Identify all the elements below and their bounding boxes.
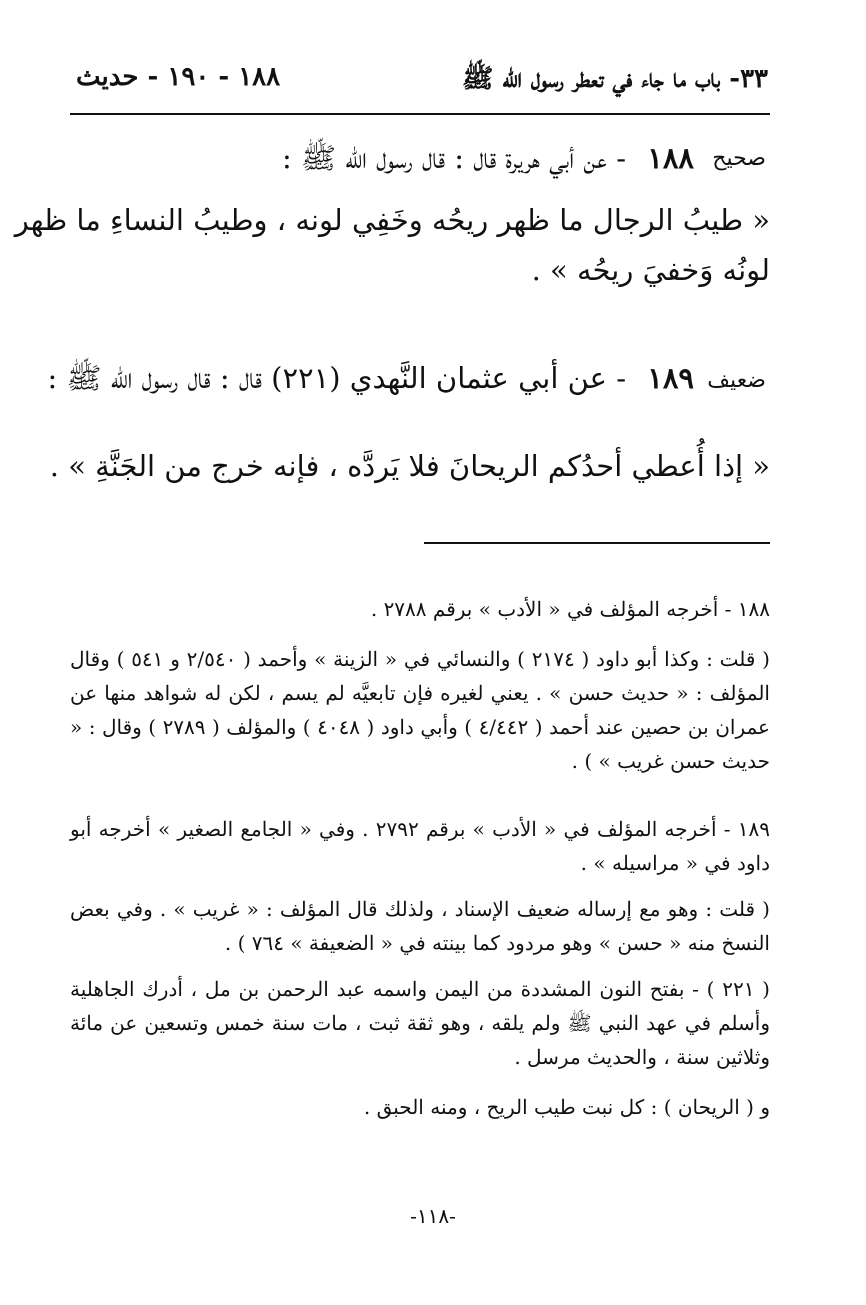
footnote-188: ١٨٨ - أخرجه المؤلف في « الأدب » برقم ٢٧٨٨ .: [370, 597, 770, 621]
hadith-grade: صحيح: [712, 146, 766, 171]
footnote-189-comment: ( قلت : وهو مع إرساله ضعيف الإسناد ، ولذلك قال المؤلف : « غريب » . وفي بعض النسخ منه « حسن » وهو مردود كما بينته في « الضعيفة » ٧٦٤ ) .: [70, 897, 770, 955]
hadith-grade: ضعيف: [707, 368, 766, 393]
footnote-189: ١٨٩ - أخرجه المؤلف في « الأدب » برقم ٢٧٩٢ . وفي « الجامع الصغير » أخرجه أبو داود في « مراسيله » .: [70, 817, 770, 875]
hadith-intro: - عن أبي عثمان النَّهدي (٢٢١) قال : قال رسول الله ﷺ :: [47, 361, 626, 395]
footnote-rayhan: و ( الريحان ) : كل نبت طيب الريح ، ومنه الحبق .: [363, 1095, 770, 1119]
hadith-text-line: « إذا أُعطي أحدُكم الريحانَ فلا يَردَّه ، فإنه خرج من الجَنَّةِ » .: [49, 449, 770, 483]
hadith-text-line: لونُه وَخفيَ ريحُه » .: [531, 253, 770, 287]
hadith-range: ١٨٨ - ١٩٠ - حديث: [76, 62, 281, 92]
hadith-text-line: « طيبُ الرجال ما ظهر ريحُه وخَفِي لونه ، وطيبُ النساءِ ما ظهر: [14, 203, 770, 237]
footnote-188-comment: ( قلت : وكذا أبو داود ( ٢١٧٤ ) والنسائي في « الزينة » وأحمد ( ٢/٥٤٠ و ٥٤١ ) وقال المؤلف : « حديث حسن » . يعني لغيره فإن تابعيَّه لم يسم ، لكن له شواهد منها عن عمران بن حصين عند أحمد ( ٤/٤٤٢ ) وأبي داود ( ٤٠٤٨ ) والمؤلف ( ٢٧٨٩ ) وقال : « حديث حسن غريب » ) .: [70, 647, 770, 773]
chapter-title: ٣٣- باب ما جاء في تعطر رسول الله ﷺ: [461, 64, 768, 94]
footnote-221: ( ٢٢١ ) - بفتح النون المشددة من اليمن واسمه عبد الرحمن بن مل ، أدرك الجاهلية وأسلم في عهد النبي ﷺ ولم يلقه ، وهو ثقة ثبت ، مات سنة خمس وتسعين عن مائة وثلاثين سنة ، والحديث مرسل .: [70, 977, 770, 1069]
page-number: -١١٨-: [410, 1204, 456, 1228]
hadith-number: ١٨٨: [647, 141, 694, 175]
hadith-number: ١٨٩: [647, 361, 694, 395]
hadith-intro: - عن أبي هريرة قال : قال رسول الله ﷺ :: [281, 141, 626, 175]
header-rule: [70, 113, 770, 115]
footnote-rule: [424, 542, 770, 544]
